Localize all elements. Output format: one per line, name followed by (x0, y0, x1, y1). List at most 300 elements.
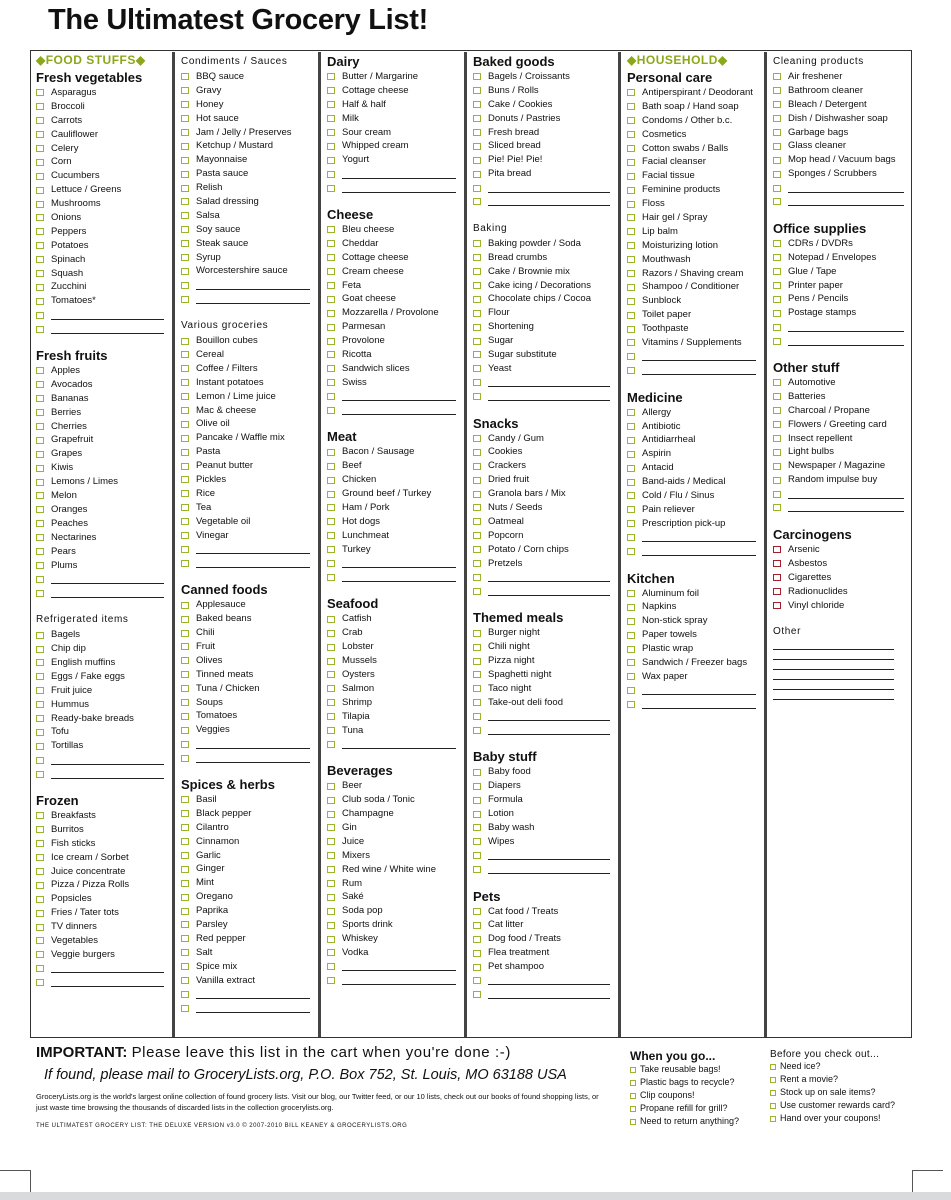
checkbox[interactable] (473, 129, 481, 136)
list-item[interactable] (181, 139, 314, 153)
checkbox[interactable] (327, 838, 335, 845)
list-item[interactable] (181, 209, 314, 223)
list-item[interactable] (627, 128, 760, 142)
list-item[interactable] (181, 167, 314, 181)
checkbox[interactable] (473, 282, 481, 289)
checkbox[interactable] (327, 908, 335, 915)
checkbox[interactable] (327, 129, 335, 136)
list-item[interactable] (181, 654, 314, 668)
list-item[interactable] (181, 696, 314, 710)
list-item[interactable] (181, 223, 314, 237)
checkbox[interactable] (36, 826, 44, 833)
blank-write-in-line[interactable] (642, 700, 756, 709)
list-item[interactable] (181, 515, 314, 529)
other-write-in-line[interactable] (773, 678, 894, 680)
list-item[interactable] (473, 251, 614, 265)
checkbox[interactable] (181, 963, 189, 970)
checkbox[interactable] (327, 185, 335, 192)
list-item[interactable] (327, 654, 460, 668)
blank-write-in-line[interactable] (642, 366, 756, 375)
blank-write-in-line[interactable] (196, 740, 310, 749)
list-item[interactable] (473, 960, 614, 974)
blank-write-in-line[interactable] (488, 184, 610, 193)
checkbox[interactable] (181, 73, 189, 80)
checkbox[interactable] (627, 701, 635, 708)
blank-write-in-line[interactable] (488, 851, 610, 860)
checkbox[interactable] (36, 757, 44, 764)
list-item[interactable] (627, 86, 760, 100)
blank-write-in-line[interactable] (342, 170, 456, 179)
blank-write-in-line[interactable] (342, 392, 456, 401)
checkbox[interactable] (36, 256, 44, 263)
list-item[interactable] (327, 682, 460, 696)
tip-item[interactable] (770, 1112, 912, 1125)
checkbox[interactable] (327, 477, 335, 484)
checkbox[interactable] (627, 465, 635, 472)
blank-write-in-line[interactable] (642, 686, 756, 695)
checkbox[interactable] (630, 1080, 636, 1086)
list-item[interactable] (327, 112, 460, 126)
list-item[interactable] (36, 197, 168, 211)
list-item[interactable] (181, 251, 314, 265)
checkbox[interactable] (627, 131, 635, 138)
checkbox[interactable] (473, 644, 481, 651)
list-item[interactable] (473, 835, 614, 849)
checkbox[interactable] (36, 131, 44, 138)
list-item[interactable] (181, 98, 314, 112)
list-item[interactable] (327, 849, 460, 863)
list-item[interactable] (627, 475, 760, 489)
checkbox[interactable] (36, 701, 44, 708)
checkbox[interactable] (627, 228, 635, 235)
list-item[interactable] (473, 946, 614, 960)
list-item[interactable] (473, 265, 614, 279)
list-item[interactable] (327, 153, 460, 167)
list-item[interactable] (773, 571, 908, 585)
list-item[interactable] (181, 181, 314, 195)
checkbox[interactable] (36, 506, 44, 513)
list-item[interactable] (36, 433, 168, 447)
blank-write-in-line[interactable] (51, 978, 164, 987)
blank-write-in-line[interactable] (788, 503, 904, 512)
list-item[interactable] (181, 195, 314, 209)
checkbox[interactable] (327, 574, 335, 581)
checkbox[interactable] (327, 824, 335, 831)
blank-write-in-line[interactable] (51, 589, 164, 598)
list-item[interactable] (181, 1001, 314, 1015)
list-item[interactable] (773, 501, 908, 515)
list-item[interactable] (36, 239, 168, 253)
checkbox[interactable] (181, 435, 189, 442)
list-item[interactable] (627, 364, 760, 378)
checkbox[interactable] (473, 824, 481, 831)
checkbox[interactable] (181, 852, 189, 859)
checkbox[interactable] (327, 101, 335, 108)
checkbox[interactable] (327, 226, 335, 233)
list-item[interactable] (36, 225, 168, 239)
list-item[interactable] (473, 543, 614, 557)
checkbox[interactable] (627, 187, 635, 194)
list-item[interactable] (473, 279, 614, 293)
list-item[interactable] (627, 100, 760, 114)
blank-write-in-line[interactable] (196, 754, 310, 763)
list-item[interactable] (36, 364, 168, 378)
checkbox[interactable] (773, 73, 781, 80)
checkbox[interactable] (773, 282, 781, 289)
checkbox[interactable] (627, 326, 635, 333)
list-item[interactable] (473, 362, 614, 376)
checkbox[interactable] (327, 115, 335, 122)
checkbox[interactable] (773, 407, 781, 414)
list-item[interactable] (627, 308, 760, 322)
blank-write-in-line[interactable] (488, 197, 610, 206)
list-item[interactable] (473, 557, 614, 571)
checkbox[interactable] (36, 632, 44, 639)
checkbox[interactable] (181, 407, 189, 414)
list-item[interactable] (181, 84, 314, 98)
checkbox[interactable] (627, 298, 635, 305)
checkbox[interactable] (181, 699, 189, 706)
list-item[interactable] (327, 98, 460, 112)
list-item[interactable] (627, 656, 760, 670)
list-item[interactable] (327, 376, 460, 390)
list-item[interactable] (773, 487, 908, 501)
list-item[interactable] (36, 976, 168, 990)
checkbox[interactable] (36, 395, 44, 402)
checkbox[interactable] (773, 101, 781, 108)
checkbox[interactable] (773, 268, 781, 275)
list-item[interactable] (327, 501, 460, 515)
checkbox[interactable] (473, 769, 481, 776)
checkbox[interactable] (773, 115, 781, 122)
checkbox[interactable] (773, 491, 781, 498)
other-write-in-line[interactable] (773, 668, 894, 670)
list-item[interactable] (327, 126, 460, 140)
list-item[interactable] (627, 225, 760, 239)
checkbox[interactable] (473, 727, 481, 734)
list-item[interactable] (773, 181, 908, 195)
checkbox[interactable] (327, 268, 335, 275)
checkbox[interactable] (627, 548, 635, 555)
list-item[interactable] (327, 890, 460, 904)
list-item[interactable] (627, 239, 760, 253)
checkbox[interactable] (36, 812, 44, 819)
checkbox[interactable] (36, 882, 44, 889)
list-item[interactable] (181, 960, 314, 974)
checkbox[interactable] (181, 421, 189, 428)
list-item[interactable] (627, 183, 760, 197)
checkbox[interactable] (327, 644, 335, 651)
list-item[interactable] (36, 267, 168, 281)
list-item[interactable] (773, 334, 908, 348)
checkbox[interactable] (473, 198, 481, 205)
checkbox[interactable] (36, 423, 44, 430)
list-item[interactable] (181, 264, 314, 278)
list-item[interactable] (181, 682, 314, 696)
checkbox[interactable] (36, 673, 44, 680)
checkbox[interactable] (327, 699, 335, 706)
list-item[interactable] (773, 404, 908, 418)
list-item[interactable] (36, 392, 168, 406)
list-item[interactable] (773, 376, 908, 390)
list-item[interactable] (36, 86, 168, 100)
tip-item[interactable] (630, 1076, 765, 1089)
list-item[interactable] (473, 682, 614, 696)
checkbox[interactable] (36, 937, 44, 944)
list-item[interactable] (36, 155, 168, 169)
checkbox[interactable] (36, 381, 44, 388)
list-item[interactable] (473, 988, 614, 1002)
list-item[interactable] (36, 142, 168, 156)
list-item[interactable] (627, 336, 760, 350)
list-item[interactable] (773, 320, 908, 334)
checkbox[interactable] (181, 657, 189, 664)
checkbox[interactable] (627, 103, 635, 110)
checkbox[interactable] (181, 212, 189, 219)
list-item[interactable] (773, 306, 908, 320)
list-item[interactable] (181, 904, 314, 918)
checkbox[interactable] (36, 687, 44, 694)
checkbox[interactable] (181, 727, 189, 734)
checkbox[interactable] (181, 463, 189, 470)
checkbox[interactable] (327, 491, 335, 498)
blank-write-in-line[interactable] (51, 756, 164, 765)
list-item[interactable] (773, 167, 908, 181)
list-item[interactable] (36, 698, 168, 712)
checkbox[interactable] (627, 367, 635, 374)
list-item[interactable] (327, 237, 460, 251)
checkbox[interactable] (181, 824, 189, 831)
checkbox[interactable] (181, 866, 189, 873)
list-item[interactable] (36, 865, 168, 879)
checkbox[interactable] (181, 935, 189, 942)
checkbox[interactable] (181, 351, 189, 358)
checkbox[interactable] (327, 797, 335, 804)
list-item[interactable] (36, 628, 168, 642)
list-item[interactable] (181, 334, 314, 348)
list-item[interactable] (181, 709, 314, 723)
list-item[interactable] (627, 322, 760, 336)
checkbox[interactable] (773, 588, 781, 595)
list-item[interactable] (181, 612, 314, 626)
checkbox[interactable] (627, 673, 635, 680)
checkbox[interactable] (473, 671, 481, 678)
list-item[interactable] (181, 974, 314, 988)
list-item[interactable] (181, 946, 314, 960)
checkbox[interactable] (627, 256, 635, 263)
list-item[interactable] (773, 585, 908, 599)
list-item[interactable] (327, 390, 460, 404)
checkbox[interactable] (36, 590, 44, 597)
list-item[interactable] (181, 126, 314, 140)
checkbox[interactable] (327, 977, 335, 984)
checkbox[interactable] (473, 546, 481, 553)
list-item[interactable] (327, 529, 460, 543)
checkbox[interactable] (327, 616, 335, 623)
list-item[interactable] (36, 517, 168, 531)
blank-write-in-line[interactable] (788, 197, 904, 206)
checkbox[interactable] (327, 143, 335, 150)
list-item[interactable] (327, 487, 460, 501)
checkbox[interactable] (36, 562, 44, 569)
checkbox[interactable] (36, 979, 44, 986)
list-item[interactable] (627, 684, 760, 698)
blank-write-in-line[interactable] (342, 573, 456, 582)
list-item[interactable] (773, 251, 908, 265)
list-item[interactable] (473, 807, 614, 821)
list-item[interactable] (36, 906, 168, 920)
checkbox[interactable] (181, 671, 189, 678)
list-item[interactable] (473, 863, 614, 877)
list-item[interactable] (627, 142, 760, 156)
checkbox[interactable] (327, 171, 335, 178)
checkbox[interactable] (181, 282, 189, 289)
checkbox[interactable] (327, 73, 335, 80)
list-item[interactable] (473, 445, 614, 459)
other-write-in-line[interactable] (773, 648, 894, 650)
list-item[interactable] (327, 571, 460, 585)
checkbox[interactable] (36, 103, 44, 110)
blank-write-in-line[interactable] (788, 184, 904, 193)
checkbox[interactable] (36, 284, 44, 291)
checkbox[interactable] (473, 87, 481, 94)
list-item[interactable] (473, 237, 614, 251)
checkbox[interactable] (773, 254, 781, 261)
list-item[interactable] (473, 167, 614, 181)
checkbox[interactable] (181, 546, 189, 553)
checkbox[interactable] (36, 646, 44, 653)
checkbox[interactable] (473, 518, 481, 525)
list-item[interactable] (473, 320, 614, 334)
checkbox[interactable] (327, 658, 335, 665)
checkbox[interactable] (181, 880, 189, 887)
checkbox[interactable] (473, 310, 481, 317)
list-item[interactable] (773, 418, 908, 432)
checkbox[interactable] (627, 506, 635, 513)
checkbox[interactable] (627, 145, 635, 152)
list-item[interactable] (36, 559, 168, 573)
checkbox[interactable] (327, 463, 335, 470)
list-item[interactable] (627, 587, 760, 601)
list-item[interactable] (473, 112, 614, 126)
blank-write-in-line[interactable] (788, 490, 904, 499)
list-item[interactable] (473, 932, 614, 946)
tip-item[interactable] (770, 1060, 912, 1073)
checkbox[interactable] (473, 685, 481, 692)
list-item[interactable] (36, 169, 168, 183)
list-item[interactable] (36, 100, 168, 114)
list-item[interactable] (473, 529, 614, 543)
blank-write-in-line[interactable] (342, 406, 456, 415)
list-item[interactable] (327, 793, 460, 807)
list-item[interactable] (473, 473, 614, 487)
checkbox[interactable] (773, 393, 781, 400)
checkbox[interactable] (181, 365, 189, 372)
checkbox[interactable] (627, 590, 635, 597)
blank-write-in-line[interactable] (488, 976, 610, 985)
checkbox[interactable] (473, 560, 481, 567)
list-item[interactable] (773, 139, 908, 153)
checkbox[interactable] (473, 588, 481, 595)
checkbox[interactable] (473, 254, 481, 261)
list-item[interactable] (36, 656, 168, 670)
blank-write-in-line[interactable] (51, 964, 164, 973)
checkbox[interactable] (773, 504, 781, 511)
blank-write-in-line[interactable] (488, 726, 610, 735)
list-item[interactable] (473, 710, 614, 724)
blank-write-in-line[interactable] (196, 990, 310, 999)
checkbox[interactable] (181, 643, 189, 650)
list-item[interactable] (181, 431, 314, 445)
list-item[interactable] (473, 974, 614, 988)
checkbox[interactable] (473, 115, 481, 122)
blank-write-in-line[interactable] (488, 378, 610, 387)
checkbox[interactable] (36, 924, 44, 931)
checkbox[interactable] (627, 451, 635, 458)
checkbox[interactable] (181, 894, 189, 901)
checkbox[interactable] (473, 908, 481, 915)
checkbox[interactable] (327, 240, 335, 247)
list-item[interactable] (773, 543, 908, 557)
checkbox[interactable] (627, 646, 635, 653)
checkbox[interactable] (181, 949, 189, 956)
list-item[interactable] (327, 334, 460, 348)
list-item[interactable] (473, 292, 614, 306)
checkbox[interactable] (473, 532, 481, 539)
checkbox[interactable] (36, 659, 44, 666)
checkbox[interactable] (473, 365, 481, 372)
list-item[interactable] (473, 70, 614, 84)
tip-item[interactable] (630, 1063, 765, 1076)
list-item[interactable] (473, 905, 614, 919)
checkbox[interactable] (473, 491, 481, 498)
list-item[interactable] (36, 851, 168, 865)
list-item[interactable] (36, 948, 168, 962)
checkbox[interactable] (627, 284, 635, 291)
checkbox[interactable] (181, 977, 189, 984)
checkbox[interactable] (773, 171, 781, 178)
checkbox[interactable] (473, 463, 481, 470)
checkbox[interactable] (36, 520, 44, 527)
checkbox[interactable] (327, 630, 335, 637)
checkbox[interactable] (36, 326, 44, 333)
list-item[interactable] (327, 918, 460, 932)
list-item[interactable] (627, 614, 760, 628)
checkbox[interactable] (627, 659, 635, 666)
list-item[interactable] (327, 473, 460, 487)
list-item[interactable] (327, 612, 460, 626)
checkbox[interactable] (473, 574, 481, 581)
blank-write-in-line[interactable] (342, 740, 456, 749)
blank-write-in-line[interactable] (51, 325, 164, 334)
list-item[interactable] (36, 503, 168, 517)
list-item[interactable] (181, 987, 314, 1001)
checkbox[interactable] (327, 393, 335, 400)
checkbox[interactable] (630, 1067, 636, 1073)
checkbox[interactable] (770, 1064, 776, 1070)
list-item[interactable] (36, 545, 168, 559)
list-item[interactable] (36, 378, 168, 392)
list-item[interactable] (327, 139, 460, 153)
list-item[interactable] (327, 459, 460, 473)
checkbox[interactable] (473, 964, 481, 971)
list-item[interactable] (36, 712, 168, 726)
checkbox[interactable] (36, 729, 44, 736)
checkbox[interactable] (773, 435, 781, 442)
blank-write-in-line[interactable] (488, 392, 610, 401)
checkbox[interactable] (773, 240, 781, 247)
checkbox[interactable] (773, 198, 781, 205)
